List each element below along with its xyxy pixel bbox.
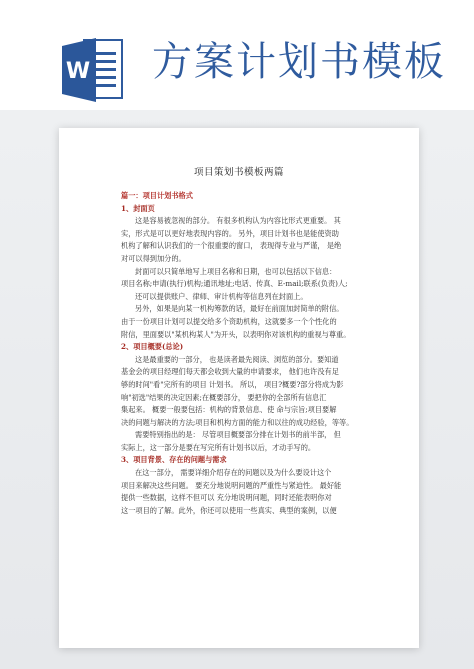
paragraph-line: 实，形式是可以更好地表现内容的。 另外，项目计划书也是能使资助 [121, 228, 339, 238]
paragraph-line: 项目名称;申请(执行)机构;通讯地址;电话、传真、E-mail;联系(负责)人; [121, 279, 348, 289]
paragraph-line: 响"初选"结果的决定因素;在概要部分， 要把你的全部所有信息汇 [121, 392, 327, 402]
paragraph-line: 基金会的项目经理们每天都会收到大量的申请要求， 他们也许没有足 [121, 367, 339, 377]
document-page [59, 128, 419, 648]
paragraph-line: 项目来解决这些问题。 要充分地说明问题的严重性与紧迫性。 最好能 [121, 480, 342, 490]
paragraph-line: 在这一部分， 需要详细介绍存在的问题以及为什么要设计这个 [135, 468, 332, 478]
paragraph-line: 够的时间"看"完所有的项目 计划书。 所以， 项目?概要?部分将成为影 [121, 379, 344, 389]
paragraph-line: 机构了解和认识我们的一个很重要的窗口， 表现得专业与严谨， 是绝 [121, 241, 342, 251]
document-title: 项目策划书模板两篇 [193, 167, 284, 178]
paragraph-line: 这一项目的了解。此外，你还可以使用一些真实、典型的案例，以便 [121, 505, 337, 515]
banner [0, 0, 474, 110]
paragraph-line: 决的问题与解决的方法;项目和机构方面的能力和以往的成功经验，等等。 [121, 417, 354, 427]
word-document-icon [62, 36, 124, 104]
section-heading: 篇一：项目计划书格式 [121, 191, 193, 200]
paragraph-line: 由于一份项目计划可以提交给多个资助机构，这就要多一个个性化的 [121, 316, 337, 326]
paragraph-line: 提供一些数据，这样不但可以 充分地说明问题，同时还能表明你对 [121, 493, 332, 503]
paragraph-line: 需要特别指出的是： 尽管项目概要部分排在计划书的前半部， 但 [135, 430, 341, 440]
svg-text:W: W [65, 59, 91, 84]
paragraph-line: 实际上，这一部分是要在写完所有计划书以后，才动手写的。 [121, 442, 316, 452]
paragraph-line: 集起来。 概要一般要包括：机构的背景信息、使 命与宗旨;项目要解 [121, 405, 337, 415]
paragraph-line: 对可以得到加分的。 [121, 253, 186, 263]
paragraph-line: 这是容易被忽视的部分。 有很多机构认为内容比形式更重要。 其 [135, 216, 341, 226]
subsection-heading: 1、封面页 [121, 203, 155, 213]
document-body [121, 190, 419, 517]
subsection-heading: 2、项目概要(总论) [121, 342, 184, 352]
paragraph-line: 附信，里面要以"某机构某人"为开头，以表明你对该机构的重视与尊重。 [121, 329, 351, 339]
paragraph-line: 另外，如果是向某一机构筹款的话，最好在前面加封简单的附信。 [135, 304, 344, 314]
paragraph-line: 还可以提供账户、律师、审计机构等信息列在封面上。 [135, 291, 308, 301]
subsection-heading: 3、项目背景、存在的问题与需求 [121, 455, 227, 465]
banner-title: 方案计划书模板 [152, 39, 446, 85]
paragraph-line: 这是最重要的一部分， 也是读者最先阅读、浏览的部分。要知道 [135, 354, 339, 364]
paragraph-line: 封面可以只简单地写上项目名称和日期，也可以包括以下信息： [135, 266, 337, 276]
